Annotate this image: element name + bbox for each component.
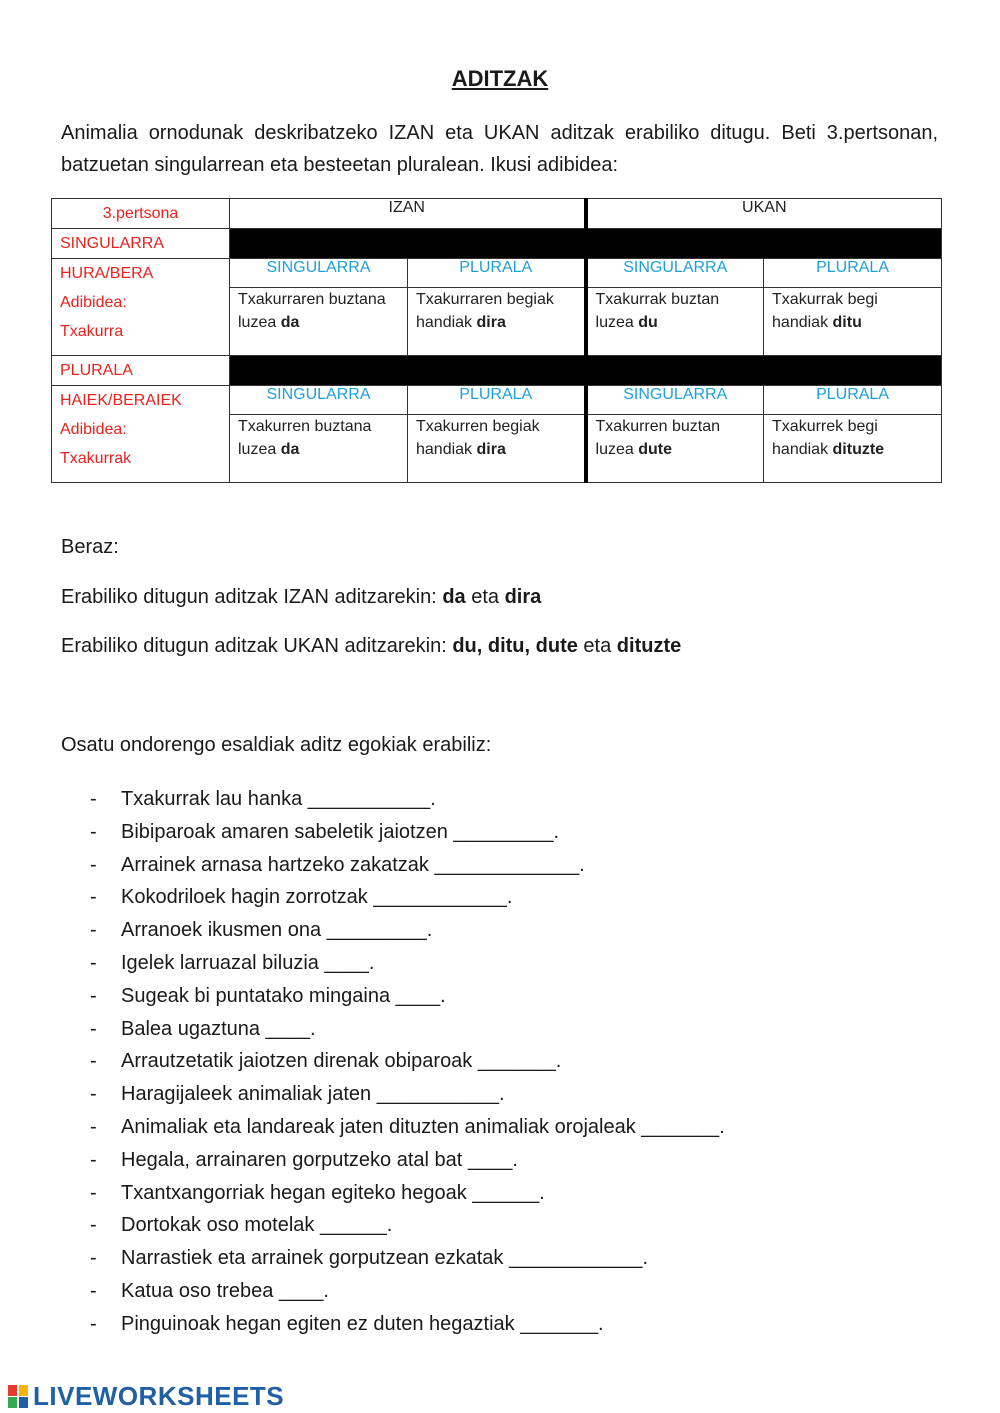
bullet-dash: - [90, 886, 97, 909]
bullet-dash: - [90, 919, 97, 942]
sentence-text: Dortokak oso motelak ______. [121, 1214, 393, 1237]
sentence-text: Hegala, arrainaren gorputzeko atal bat ____. [121, 1148, 518, 1171]
sentence-text: Arranoek ikusmen ona _________. [121, 919, 433, 942]
sentence-text: Txantxangorriak hegan egiteko hegoak ______. [121, 1181, 545, 1204]
subheader-cell: PLURALA [408, 386, 586, 415]
exercise-intro: Osatu ondorengo esaldiak aditz egokiak erabiliz: [61, 734, 492, 756]
example-cell: Txakurren buztana luzea da [230, 415, 408, 483]
bullet-dash: - [90, 1279, 97, 1302]
pronoun-cell [52, 259, 230, 356]
bullet-dash: - [90, 1312, 97, 1335]
example-cell: Txakurraren begiak handiak dira [408, 288, 586, 356]
table-row [52, 386, 942, 415]
beraz-label: Beraz: [61, 536, 119, 558]
intro-paragraph: Animalia ornodunak deskribatzeko IZAN eta UKAN aditzak erabiliko ditugu. Beti 3.pertsonan, batzuetan singularrean eta besteetan pluralean. Ikusi adibidea: [61, 122, 938, 176]
example-cell: Txakurraren buztana luzea da [230, 288, 408, 356]
bullet-dash: - [90, 951, 97, 974]
bullet-dash: - [90, 1115, 97, 1138]
subheader-cell: PLURALA [408, 259, 586, 288]
bullet-dash: - [90, 853, 97, 876]
subheader-cell: SINGULARRA [586, 259, 764, 288]
black-divider [230, 229, 942, 259]
number-label: SINGULARRA [52, 229, 230, 259]
sentence-text: Arrainek arnasa hartzeko zakatzak _____________. [121, 853, 585, 876]
example-cell: Txakurren buztan luzea dute [586, 415, 764, 483]
sentence-text: Animaliak eta landareak jaten dituzten animaliak orojaleak _______. [121, 1115, 725, 1138]
sentence-text: Katua oso trebea ____. [121, 1279, 329, 1302]
table-header-row [52, 199, 942, 229]
table-row [52, 229, 942, 259]
table-row [52, 356, 942, 386]
pronoun: HAIEK/BERAIEK [60, 392, 182, 409]
ukan-summary: Erabiliko ditugun aditzak UKAN aditzarekin: du, ditu, dute eta dituzte [61, 635, 682, 657]
example-word: Txakurra [60, 323, 124, 340]
example-cell: Txakurrak begi handiak ditu [764, 288, 942, 356]
sentence-text: Kokodriloek hagin zorrotzak ____________. [121, 886, 513, 909]
example-label: Adibidea: [60, 294, 127, 311]
izan-header: IZAN [230, 199, 586, 229]
logo-icon [8, 1383, 30, 1409]
example-cell: Txakurrak buztan luzea du [586, 288, 764, 356]
subheader-cell: SINGULARRA [230, 259, 408, 288]
example-word: Txakurrak [60, 450, 132, 467]
pronoun-cell [52, 386, 230, 483]
subheader-cell: PLURALA [764, 259, 942, 288]
bullet-dash: - [90, 1148, 97, 1171]
page-title: ADITZAK [451, 66, 549, 91]
table-row [52, 259, 942, 288]
bullet-dash: - [90, 1214, 97, 1237]
subheader-cell: SINGULARRA [230, 386, 408, 415]
sentence-text: Balea ugaztuna ____. [121, 1017, 316, 1040]
sentence-text: Arrautzetatik jaiotzen direnak obiparoak _______. [121, 1050, 562, 1073]
persona-header: 3.pertsona [52, 199, 230, 229]
example-cell: Txakurren begiak handiak dira [408, 415, 586, 483]
liveworksheets-logo [8, 1380, 284, 1412]
bullet-dash: - [90, 1247, 97, 1270]
bullet-dash: - [90, 1017, 97, 1040]
number-label: PLURALA [52, 356, 230, 386]
izan-summary: Erabiliko ditugun aditzak IZAN aditzarekin: da eta dira [61, 586, 542, 608]
bullet-dash: - [90, 820, 97, 843]
example-cell: Txakurrek begi handiak dituzte [764, 415, 942, 483]
sentence-text: Txakurrak lau hanka ___________. [121, 788, 436, 810]
pronoun: HURA/BERA [60, 265, 154, 282]
sentence-text: Pinguinoak hegan egiten ez duten hegaztiak _______. [121, 1312, 604, 1335]
sentence-text: Sugeak bi puntatako mingaina ____. [121, 984, 446, 1007]
bullet-dash: - [90, 1181, 97, 1204]
subheader-cell: SINGULARRA [586, 386, 764, 415]
bullet-dash: - [90, 984, 97, 1007]
sentence-text: Igelek larruazal biluzia ____. [121, 951, 375, 974]
ukan-header: UKAN [586, 199, 942, 229]
subheader-cell: PLURALA [764, 386, 942, 415]
bullet-dash: - [90, 1050, 97, 1073]
bullet-dash: - [90, 788, 97, 810]
black-divider [230, 356, 942, 386]
bullet-dash: - [90, 1083, 97, 1106]
example-label: Adibidea: [60, 421, 127, 438]
sentence-text: Haragijaleek animaliak jaten ___________. [121, 1083, 505, 1106]
logo-text: LIVEWORKSHEETS [33, 1380, 285, 1411]
sentence-text: Bibiparoak amaren sabeletik jaiotzen _________. [121, 820, 560, 843]
verb-table [51, 198, 942, 483]
sentence-text: Narrastiek eta arrainek gorputzean ezkatak ____________. [121, 1247, 649, 1270]
